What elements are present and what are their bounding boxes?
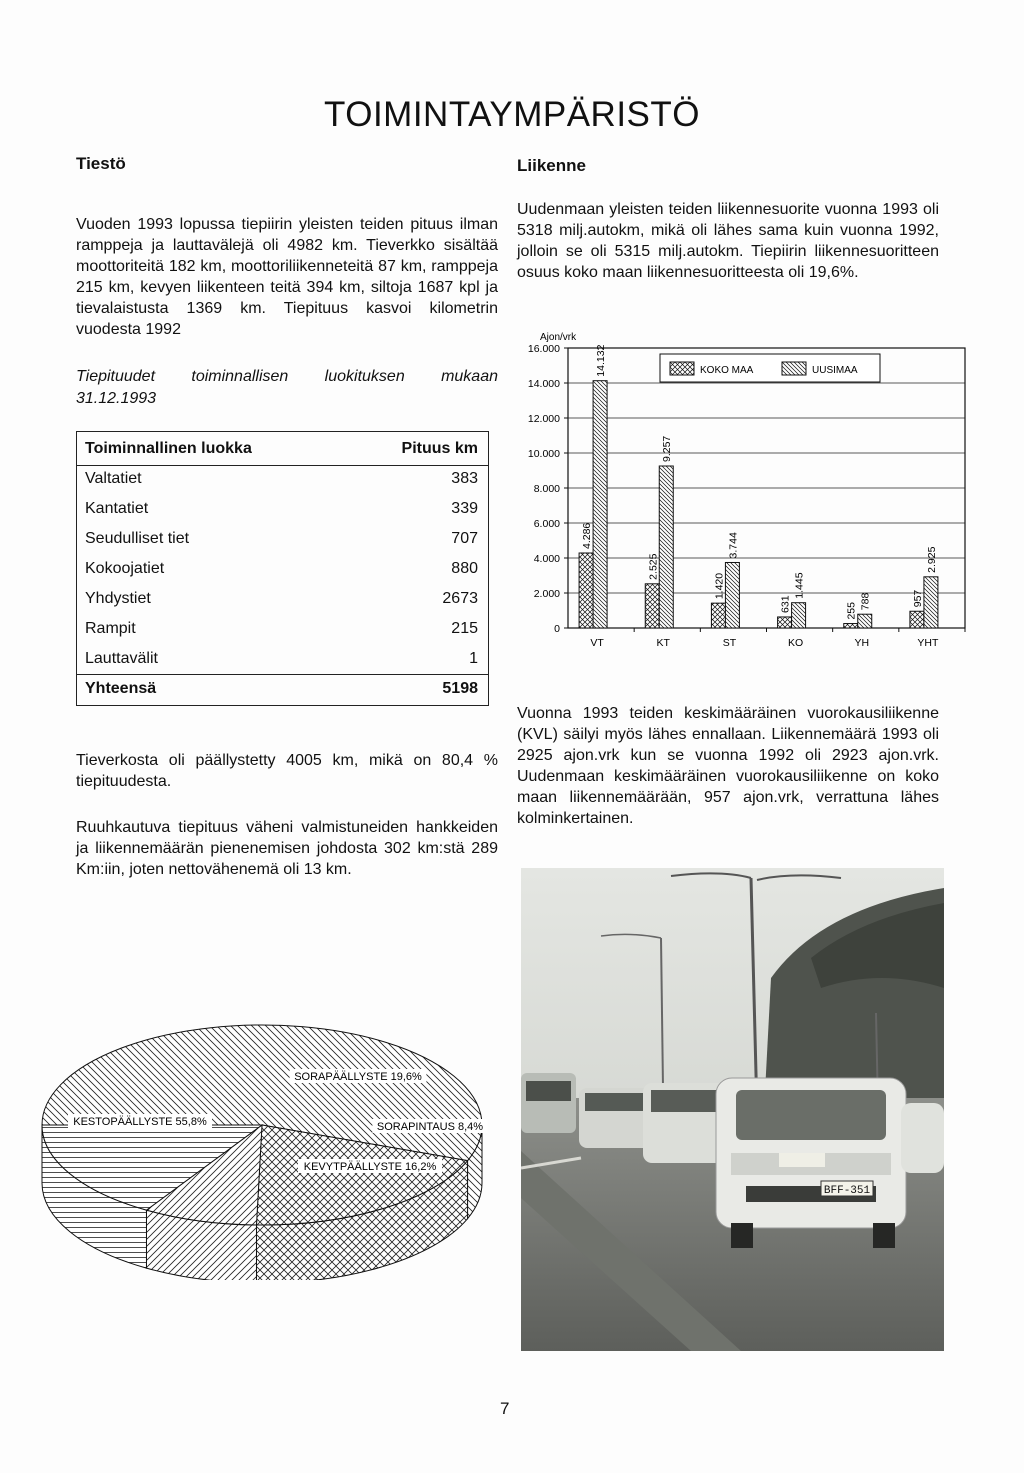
data-label: 4.286 [581, 522, 594, 549]
data-label: 1.445 [793, 572, 806, 599]
table-header-length: Pituus km [401, 440, 478, 457]
pie-label: SORAPINTAUS 8,4% [376, 1121, 484, 1133]
data-label: 957 [911, 589, 924, 608]
x-tick-label: VT [590, 637, 604, 649]
table-row: Kantatiet 339 [85, 500, 478, 517]
traffic-bar-chart [510, 322, 970, 662]
page-number: 7 [500, 1399, 510, 1418]
road-traffic-photo [521, 868, 944, 1351]
table-caption-date: 31.12.1993 [76, 390, 157, 407]
table-header-class: Toiminnallinen luokka [85, 440, 252, 457]
section-heading-tiesto: Tiestö [76, 154, 126, 173]
y-tick-label: 2.000 [533, 588, 560, 600]
data-label: 14.132 [595, 344, 608, 377]
data-label: 1.420 [713, 572, 726, 600]
table-caption: Tiepituudet toiminnallisen luokituksen mukaan [76, 368, 498, 385]
pavement-pie-chart [40, 1010, 510, 1280]
y-tick-label: 0 [554, 623, 560, 635]
section-heading-liikenne: Liikenne [517, 156, 586, 175]
data-label: 255 [845, 602, 858, 620]
x-tick-label: YH [854, 637, 870, 649]
page-title: TOIMINTAYMPÄRISTÖ [323, 95, 701, 134]
road-length-table [76, 431, 489, 706]
pie-label: KESTOPÄÄLLYSTE 55,8% [73, 1116, 207, 1128]
x-tick-label: ST [722, 637, 737, 649]
bar-koko-maa [645, 584, 659, 628]
car [901, 1103, 944, 1173]
license-plate-text: BFF-351 [823, 1185, 871, 1197]
table-total-row: Yhteensä 5198 [85, 680, 478, 697]
data-label: 9.257 [661, 435, 674, 463]
bar-uusimaa [858, 614, 872, 628]
kvl-paragraph: Vuonna 1993 teiden keskimääräinen vuorokausiliikenne (KVL) säilyi myös lähes ennallaan. Liikennemäärä 1993 oli 2925 ajon.vrk kun se vuonna 1992 oli 2923 ajon.vrk. Uudenmaan keskimääräinen vuorokausiliikenne on koko maan liikennemäärään, 957 ajon.vrk, verrattuna lähes kolminkertainen. [517, 705, 939, 827]
bar-koko-maa [844, 624, 858, 628]
bar-koko-maa [579, 553, 593, 628]
table-row: Rampit 215 [85, 620, 478, 637]
bar-uusimaa [924, 577, 938, 628]
bar-koko-maa [910, 611, 924, 628]
data-label: 631 [779, 595, 792, 613]
bar-koko-maa [711, 603, 725, 628]
traffic-volume-paragraph: Uudenmaan yleisten teiden liikennesuorite vuonna 1993 oli 5318 milj.autokm, mikä oli lähes sama kuin vuonna 1992, jolloin se oli 5315 milj.autokm. Tiepiirin liikennesuoritteen osuus koko maan liikennesuoritteesta oli 19,6%. [517, 201, 939, 281]
bar-koko-maa [778, 617, 792, 628]
pie-label: KEVYTPÄÄLLYSTE 16,2% [303, 1161, 437, 1173]
paved-roads-paragraph: Tieverkosta oli päällystetty 4005 km, mikä on 80,4 % tiepituudesta. [76, 752, 498, 790]
data-label: 2.525 [647, 553, 660, 580]
legend-label: KOKO MAA [700, 365, 754, 376]
bar-uusimaa [593, 381, 607, 628]
table-row: Lauttavälit 1 [85, 650, 478, 667]
table-header-row [85, 434, 478, 464]
y-tick-label: 8.000 [533, 483, 560, 495]
y-tick-label: 10.000 [527, 448, 560, 460]
bar-uusimaa [659, 466, 673, 628]
road-network-paragraph: Vuoden 1993 lopussa tiepiirin yleisten teiden pituus ilman ramppeja ja lauttavälejä oli 4982 km. Tieverkko sisältää moottoriteitä 182 km, moottoriliikenneteitä 87 km, ramppeja 215 km, kevyen liikenteen teitä 394 km, siltoja 1687 kpl ja tievalaistusta 1369 km. Tiepituus kasvoi kilometrin vuodesta 1992 [76, 216, 498, 338]
y-tick-label: 14.000 [527, 378, 560, 390]
bar-uusimaa [792, 603, 806, 628]
pie-label: SORAPÄÄLLYSTE 19,6% [294, 1071, 422, 1083]
x-tick-label: KT [656, 637, 670, 649]
congestion-paragraph: Ruuhkautuva tiepituus väheni valmistuneiden hankkeiden ja liikennemäärän pienenemisen johdosta 302 km:stä 289 Km:iin, joten nettovähenemä oli 13 km. [76, 819, 498, 878]
x-tick-label: KO [787, 637, 804, 649]
legend-label: UUSIMAA [812, 365, 858, 376]
y-tick-label: 16.000 [527, 343, 560, 355]
table-row: Kokoojatiet 880 [85, 560, 478, 577]
table-row: Valtatiet 383 [85, 470, 478, 487]
y-axis-label: Ajon/vrk [540, 332, 577, 343]
data-label: 2.925 [925, 546, 938, 573]
x-tick-label: YHT [917, 637, 939, 649]
y-tick-label: 4.000 [533, 553, 560, 565]
data-label: 788 [859, 592, 872, 611]
data-label: 3.744 [727, 532, 740, 559]
table-row: Yhdystiet 2673 [85, 590, 478, 607]
y-tick-label: 6.000 [533, 518, 560, 530]
legend-swatch [670, 362, 694, 375]
y-tick-label: 12.000 [527, 413, 560, 425]
bar-uusimaa [725, 562, 739, 628]
table-row: Seudulliset tiet 707 [85, 530, 478, 547]
legend-swatch [782, 362, 806, 375]
